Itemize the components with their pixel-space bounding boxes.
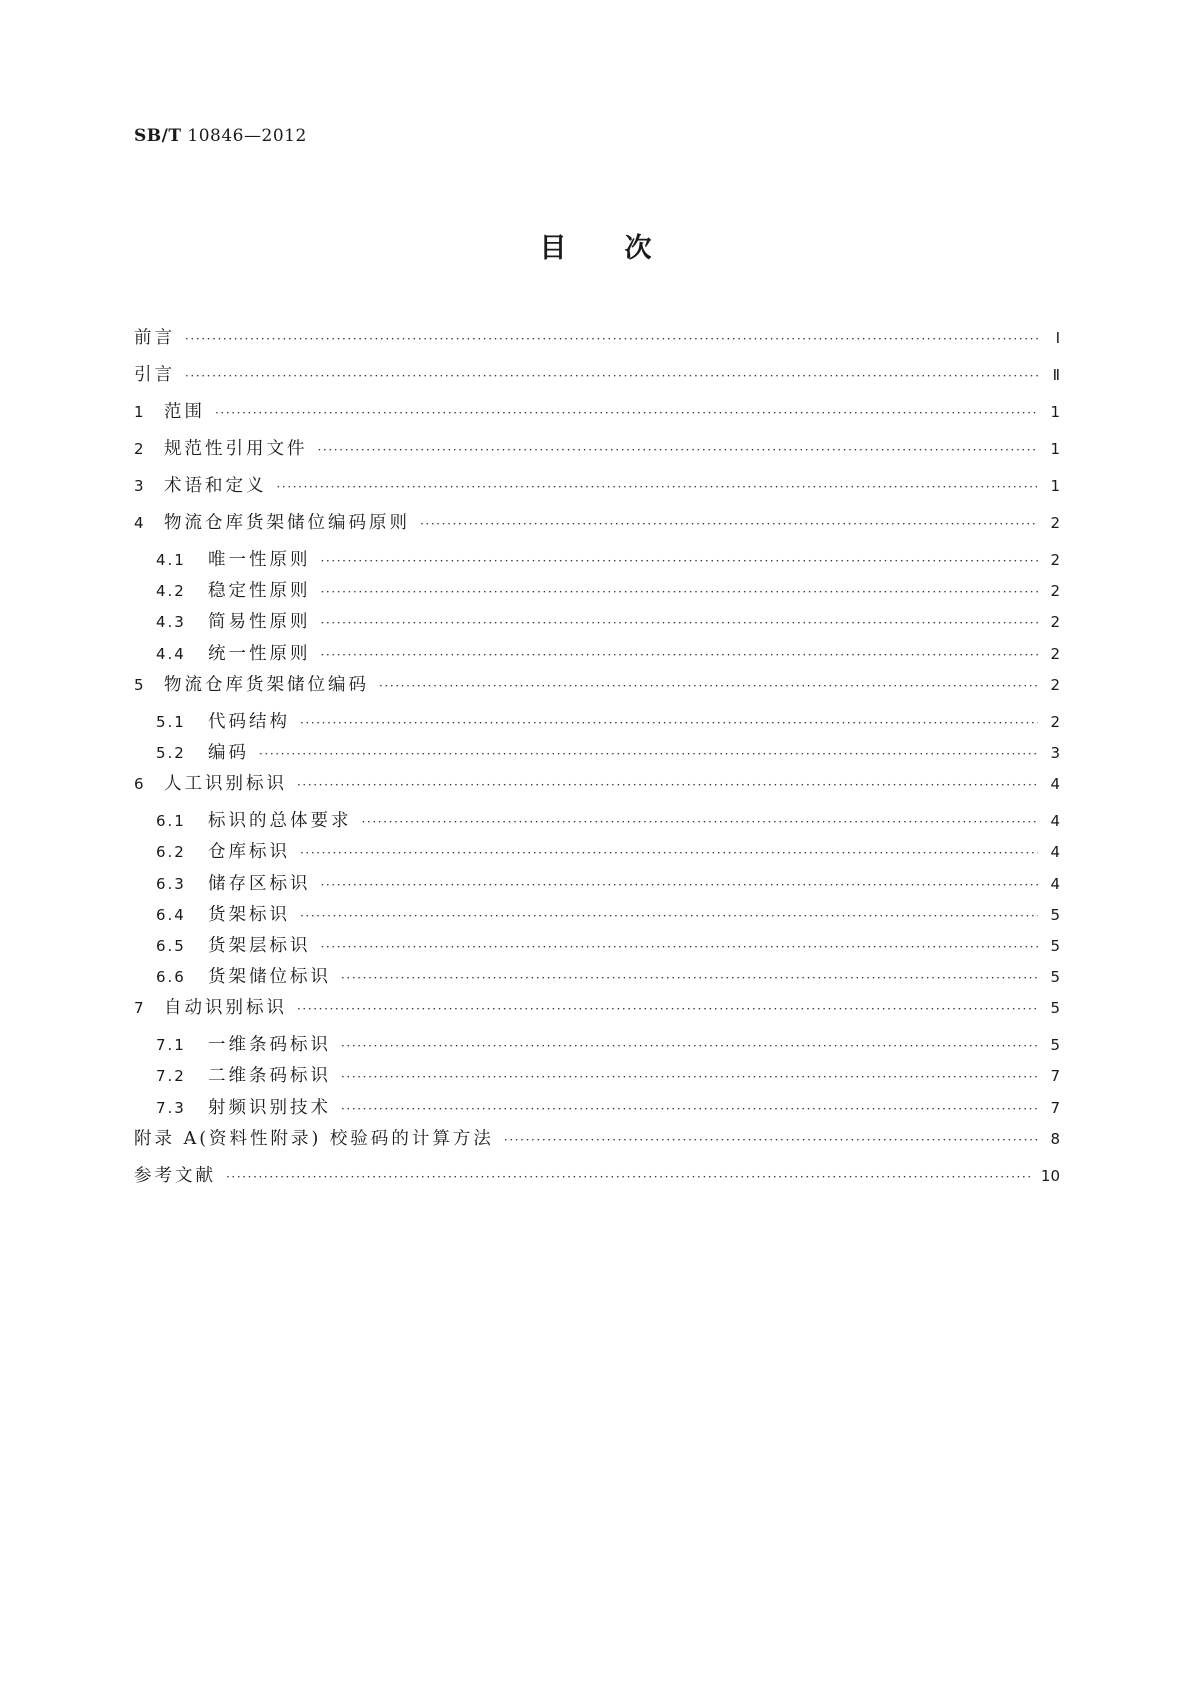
toc-entry-page: 7 xyxy=(1050,1098,1060,1117)
toc-dot-leader xyxy=(226,1171,1033,1183)
toc-entry-label: 货架储位标识 xyxy=(208,967,331,988)
toc-entry[interactable] xyxy=(134,608,1060,639)
toc-entry[interactable] xyxy=(134,870,1060,901)
toc-entry-label: 物流仓库货架储位编码原则 xyxy=(164,513,410,533)
toc-entry-label: 稳定性原则 xyxy=(208,581,311,602)
toc-entry-number: 5 xyxy=(134,675,146,694)
toc-entry-number: 7 xyxy=(134,999,146,1018)
toc-dot-leader xyxy=(277,481,1039,493)
toc-entry-page: 1 xyxy=(1050,440,1060,458)
toc-dot-leader xyxy=(259,748,1038,760)
toc-entry-label: 储存区标识 xyxy=(208,873,311,894)
toc-entry-number: 7.1 xyxy=(156,1036,186,1055)
toc-entry-label: 参考文献 xyxy=(134,1165,216,1186)
toc-entry-number: 6.3 xyxy=(156,874,186,893)
toc-entry-label: 人工识别标识 xyxy=(164,774,287,795)
toc-entry-page: 1 xyxy=(1050,403,1060,421)
toc-entry-page: 4 xyxy=(1050,775,1060,794)
toc-dot-leader xyxy=(321,879,1039,891)
toc-entry-label: 引言 xyxy=(134,365,175,385)
toc-dot-leader xyxy=(297,779,1038,791)
toc-dot-leader xyxy=(362,816,1039,828)
toc-entry[interactable] xyxy=(134,708,1060,739)
toc-entry-page: 2 xyxy=(1050,582,1060,601)
document-code-number: 10846—2012 xyxy=(187,126,307,146)
toc-entry-number: 4 xyxy=(134,514,146,532)
toc-dot-leader xyxy=(321,586,1039,598)
toc-entry[interactable] xyxy=(134,838,1060,869)
toc-entry-number: 5.1 xyxy=(156,712,186,731)
toc-dot-leader xyxy=(321,555,1039,567)
toc-dot-leader xyxy=(420,518,1038,530)
toc-entry-page: 4 xyxy=(1050,874,1060,893)
toc-entry-label: 货架标识 xyxy=(208,904,290,925)
toc-entry-page: 10 xyxy=(1040,1166,1060,1185)
toc-dot-leader xyxy=(321,941,1039,953)
toc-dot-leader xyxy=(318,444,1039,456)
toc-dot-leader xyxy=(341,1071,1038,1083)
toc-entry[interactable] xyxy=(134,1094,1060,1125)
toc-entry[interactable] xyxy=(134,770,1060,807)
toc-entry[interactable] xyxy=(134,739,1060,770)
toc-entry[interactable] xyxy=(134,932,1060,963)
toc-dot-leader xyxy=(300,847,1038,859)
toc-entry-number: 3 xyxy=(134,477,146,495)
toc-entry-label: 唯一性原则 xyxy=(208,550,311,570)
page-title: 目次 xyxy=(539,233,710,264)
toc-entry-number: 6.2 xyxy=(156,843,186,862)
toc-entry-number: 4.4 xyxy=(156,644,186,663)
toc-dot-leader xyxy=(185,370,1038,382)
toc-entry-number: 7.2 xyxy=(156,1067,186,1086)
toc-entry-page: 5 xyxy=(1050,999,1060,1018)
toc-entry[interactable] xyxy=(134,398,1060,435)
toc-entry-label: 一维条码标识 xyxy=(208,1035,331,1056)
table-of-contents xyxy=(134,324,1060,1199)
toc-entry-label: 术语和定义 xyxy=(164,476,267,496)
document-code xyxy=(134,126,307,146)
toc-entry-number: 5.2 xyxy=(156,743,186,762)
toc-entry-page: 2 xyxy=(1050,613,1060,632)
toc-entry[interactable] xyxy=(134,963,1060,994)
toc-entry-label: 自动识别标识 xyxy=(164,998,287,1019)
toc-entry-label: 统一性原则 xyxy=(208,643,311,664)
toc-entry-page: 2 xyxy=(1050,675,1060,694)
toc-entry-label: 货架层标识 xyxy=(208,935,311,956)
toc-entry[interactable] xyxy=(134,324,1060,361)
toc-dot-leader xyxy=(185,333,1038,345)
toc-entry-number: 1 xyxy=(134,403,146,421)
toc-entry[interactable] xyxy=(134,901,1060,932)
toc-entry-page: Ⅰ xyxy=(1055,329,1060,347)
toc-entry-page: 2 xyxy=(1050,712,1060,731)
document-code-prefix: SB/T xyxy=(134,126,182,146)
toc-entry[interactable] xyxy=(134,361,1060,398)
toc-entry-page: 1 xyxy=(1050,477,1060,495)
toc-entry-label: 编码 xyxy=(208,742,249,763)
toc-entry-label: 仓库标识 xyxy=(208,842,290,863)
toc-entry[interactable] xyxy=(134,1062,1060,1093)
toc-entry-label: 简易性原则 xyxy=(208,612,311,633)
toc-entry-page: 4 xyxy=(1050,843,1060,862)
toc-entry-number: 4.1 xyxy=(156,551,186,569)
toc-dot-leader xyxy=(300,717,1038,729)
toc-entry-page: 3 xyxy=(1050,743,1060,762)
toc-entry-number: 2 xyxy=(134,440,146,458)
toc-dot-leader xyxy=(297,1003,1038,1015)
toc-dot-leader xyxy=(321,649,1039,661)
toc-entry[interactable] xyxy=(134,640,1060,671)
toc-entry-label: 射频识别技术 xyxy=(208,1097,331,1118)
toc-entry-page: 5 xyxy=(1050,905,1060,924)
toc-entry[interactable] xyxy=(134,807,1060,838)
toc-entry-page: 4 xyxy=(1050,812,1060,831)
toc-entry-page: 5 xyxy=(1050,968,1060,987)
toc-entry-number: 4.2 xyxy=(156,582,186,601)
toc-entry[interactable] xyxy=(134,472,1060,509)
toc-entry-label: 前言 xyxy=(134,328,175,348)
toc-entry-page: 2 xyxy=(1050,644,1060,663)
toc-dot-leader xyxy=(215,407,1038,419)
toc-entry-number: 4.3 xyxy=(156,613,186,632)
toc-entry[interactable] xyxy=(134,509,1060,546)
toc-dot-leader xyxy=(341,1040,1038,1052)
toc-dot-leader xyxy=(341,972,1038,984)
toc-entry[interactable] xyxy=(134,671,1060,708)
toc-dot-leader xyxy=(341,1103,1038,1115)
toc-entry[interactable] xyxy=(134,577,1060,608)
toc-entry-label: 附录 A(资料性附录) 校验码的计算方法 xyxy=(134,1128,494,1149)
toc-entry[interactable] xyxy=(134,1031,1060,1062)
toc-entry-label: 代码结构 xyxy=(208,711,290,732)
toc-dot-leader xyxy=(321,617,1039,629)
toc-entry-number: 6.5 xyxy=(156,936,186,955)
toc-entry-label: 标识的总体要求 xyxy=(208,811,352,832)
toc-entry[interactable] xyxy=(134,1125,1060,1162)
toc-entry[interactable] xyxy=(134,435,1060,472)
toc-entry-label: 范围 xyxy=(164,402,205,422)
toc-entry-page: 5 xyxy=(1050,936,1060,955)
toc-entry-number: 6.1 xyxy=(156,812,186,831)
toc-entry-page: Ⅱ xyxy=(1052,366,1060,384)
toc-entry-page: 5 xyxy=(1050,1036,1060,1055)
toc-dot-leader xyxy=(504,1134,1038,1146)
toc-dot-leader xyxy=(300,910,1038,922)
toc-entry-label: 规范性引用文件 xyxy=(164,439,308,459)
toc-entry-page: 2 xyxy=(1050,514,1060,532)
toc-entry[interactable] xyxy=(134,994,1060,1031)
toc-entry-number: 7.3 xyxy=(156,1098,186,1117)
toc-dot-leader xyxy=(379,680,1038,692)
toc-entry-label: 物流仓库货架储位编码 xyxy=(164,674,369,695)
toc-entry-number: 6.6 xyxy=(156,968,186,987)
toc-entry-number: 6.4 xyxy=(156,905,186,924)
toc-entry-number: 6 xyxy=(134,775,146,794)
toc-entry-page: 8 xyxy=(1050,1129,1060,1148)
toc-entry[interactable] xyxy=(134,1162,1060,1199)
toc-entry-label: 二维条码标识 xyxy=(208,1066,331,1087)
toc-entry[interactable] xyxy=(134,546,1060,577)
toc-entry-page: 7 xyxy=(1050,1067,1060,1086)
toc-entry-page: 2 xyxy=(1050,551,1060,569)
